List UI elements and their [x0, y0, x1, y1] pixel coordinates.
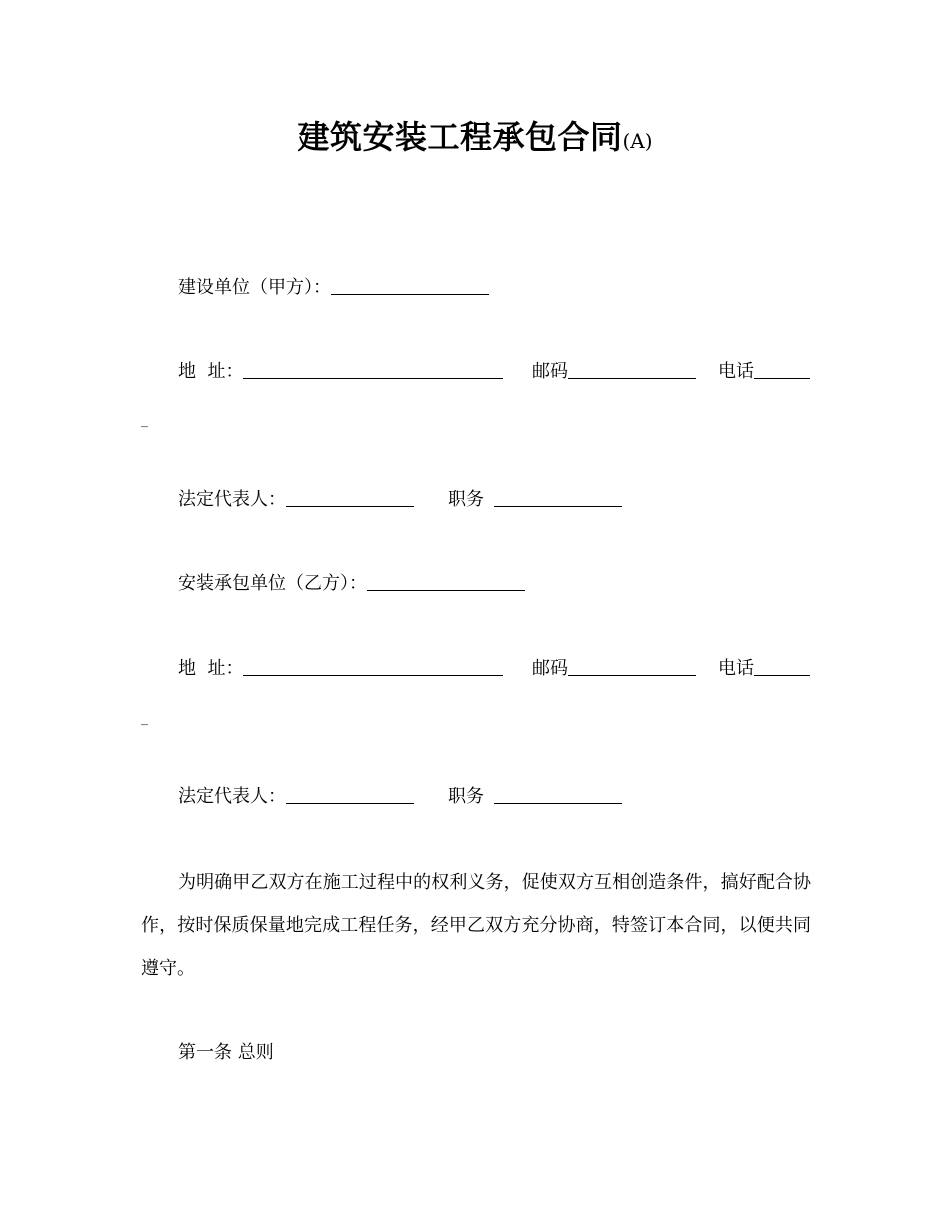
party-a-postcode-label: 邮码 — [532, 361, 568, 382]
party-b-postcode-blank[interactable] — [568, 657, 696, 676]
party-b-address-line — [178, 657, 818, 681]
section-heading: 第一条 总则 — [178, 1042, 274, 1063]
party-a-phone-label: 电话 — [718, 361, 754, 382]
party-b-position-blank[interactable] — [494, 785, 622, 804]
title-text: 建筑安装工程承包合同 — [297, 118, 623, 156]
party-a-postcode-blank[interactable] — [568, 360, 696, 379]
party-b-phone-label: 电话 — [718, 658, 754, 679]
party-b-name-blank[interactable] — [367, 572, 525, 591]
party-b-postcode-label: 邮码 — [532, 658, 568, 679]
party-b-phone-blank[interactable] — [754, 657, 810, 676]
party-a-rep-label: 法定代表人： — [178, 489, 286, 510]
party-b-rep-line — [178, 785, 638, 809]
document-title — [0, 112, 950, 158]
party-a-phone-blank[interactable] — [754, 360, 810, 379]
party-b-rep-blank[interactable] — [286, 785, 414, 804]
party-b-address-blank[interactable] — [243, 657, 503, 676]
party-a-label: 建设单位（甲方）： — [178, 277, 331, 298]
party-a-address-blank[interactable] — [243, 360, 503, 379]
party-a-rep-line — [178, 488, 638, 512]
party-a-name-line — [178, 276, 489, 300]
party-a-position-blank[interactable] — [494, 488, 622, 507]
party-b-name-line — [178, 572, 525, 596]
party-a-address-line — [178, 360, 818, 384]
party-a-phone-continuation: _ — [141, 412, 148, 428]
party-a-address-label: 地 址： — [178, 361, 244, 382]
party-b-rep-label: 法定代表人： — [178, 786, 286, 807]
party-b-position-label: 职务 — [448, 786, 484, 807]
preamble-paragraph: 为明确甲乙双方在施工过程中的权利义务，促使双方互相创造条件，搞好配合协作，按时保质保量地完成工程任务，经甲乙双方充分协商，特签订本合同，以便共同遵守。 — [141, 872, 811, 979]
party-b-label: 安装承包单位（乙方）： — [178, 573, 367, 594]
party-b-address-label: 地 址： — [178, 658, 244, 679]
party-a-rep-blank[interactable] — [286, 488, 414, 507]
title-suffix: (A) — [622, 129, 653, 153]
party-a-name-blank[interactable] — [331, 276, 489, 295]
party-a-position-label: 职务 — [448, 489, 484, 510]
party-b-phone-continuation: _ — [141, 710, 148, 726]
